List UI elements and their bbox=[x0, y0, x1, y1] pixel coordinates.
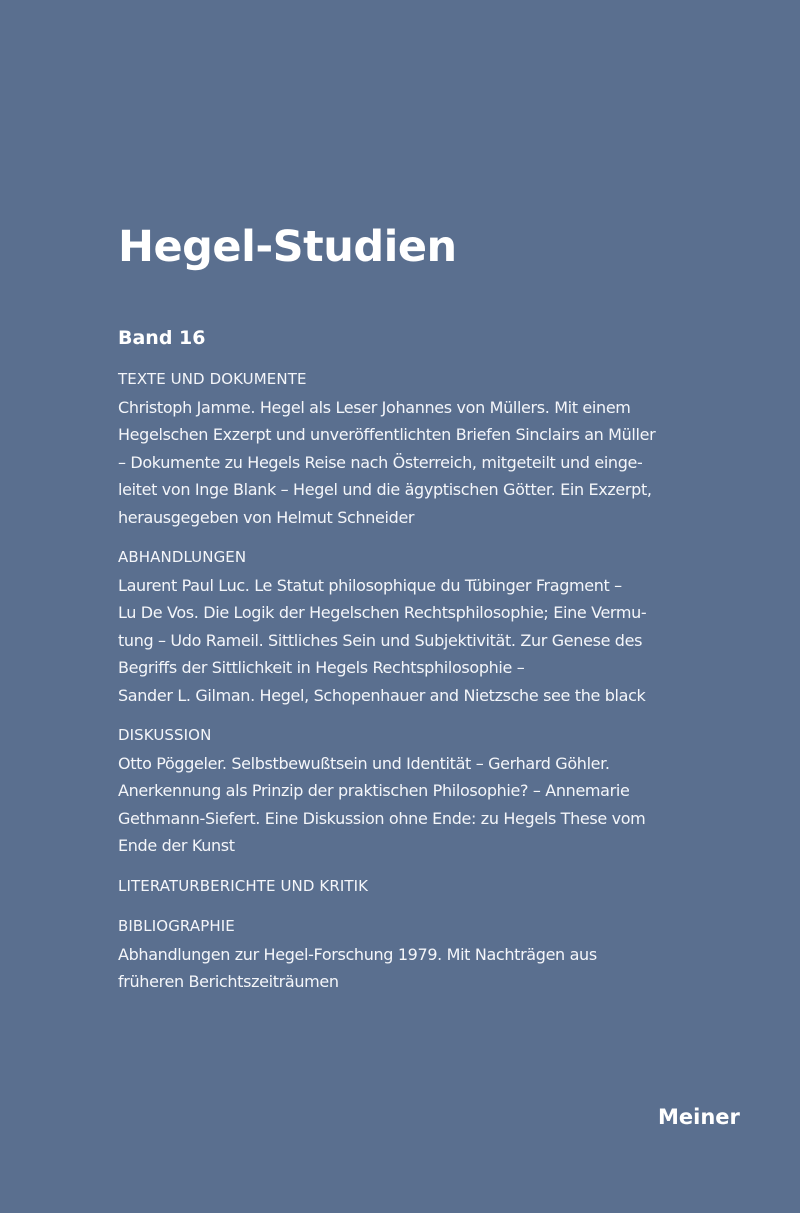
section-heading: LITERATURBERICHTE UND KRITIK bbox=[118, 876, 369, 895]
section-line: früheren Berichtszeiträumen bbox=[118, 972, 339, 991]
section-diskussion bbox=[118, 722, 678, 860]
section-line: – Dokumente zu Hegels Reise nach Österreich, mitgeteilt und einge- bbox=[118, 452, 643, 472]
section-literaturberichte-und-kritik bbox=[118, 873, 678, 901]
book-title: Hegel-Studien bbox=[118, 222, 457, 272]
publisher-name: Meiner bbox=[658, 1105, 740, 1129]
section-line: Begriffs der Sittlichkeit in Hegels Rechtsphilosophie – bbox=[118, 658, 525, 677]
section-line: leitet von Inge Blank – Hegel und die ägyptischen Götter. Ein Exzerpt, bbox=[118, 480, 652, 499]
section-heading: TEXTE UND DOKUMENTE bbox=[118, 370, 307, 388]
section-line: Christoph Jamme. Hegel als Leser Johannes von Müllers. Mit einem bbox=[118, 397, 631, 417]
section-heading: DISKUSSION bbox=[118, 726, 212, 744]
section-line: Laurent Paul Luc. Le Statut philosophique du Tübinger Fragment – bbox=[118, 575, 622, 595]
section-line: Gethmann-Siefert. Eine Diskussion ohne Ende: zu Hegels These vom bbox=[118, 808, 646, 828]
section-line: Hegelschen Exzerpt und unveröffentlichten Briefen Sinclairs an Müller bbox=[118, 425, 656, 444]
section-texte-und-dokumente bbox=[118, 366, 678, 531]
section-heading: BIBLIOGRAPHIE bbox=[118, 917, 235, 935]
section-line: Abhandlungen zur Hegel-Forschung 1979. Mit Nachträgen aus bbox=[118, 944, 597, 964]
section-line: Otto Pöggeler. Selbstbewußtsein und Identität – Gerhard Göhler. bbox=[118, 753, 610, 773]
section-line: Sander L. Gilman. Hegel, Schopenhauer and Nietzsche see the black bbox=[118, 685, 646, 705]
section-line: herausgegeben von Helmut Schneider bbox=[118, 507, 415, 527]
section-abhandlungen bbox=[118, 544, 678, 709]
section-line: Lu De Vos. Die Logik der Hegelschen Rechtsphilosophie; Eine Vermu- bbox=[118, 603, 647, 622]
section-line: Ende der Kunst bbox=[118, 836, 235, 855]
section-line: Anerkennung als Prinzip der praktischen Philosophie? – Annemarie bbox=[118, 781, 630, 800]
volume-number: Band 16 bbox=[118, 327, 206, 349]
section-line: tung – Udo Rameil. Sittliches Sein und Subjektivität. Zur Genese des bbox=[118, 630, 643, 650]
section-heading: ABHANDLUNGEN bbox=[118, 548, 247, 566]
section-bibliographie bbox=[118, 913, 678, 996]
table-of-contents bbox=[118, 366, 678, 1009]
